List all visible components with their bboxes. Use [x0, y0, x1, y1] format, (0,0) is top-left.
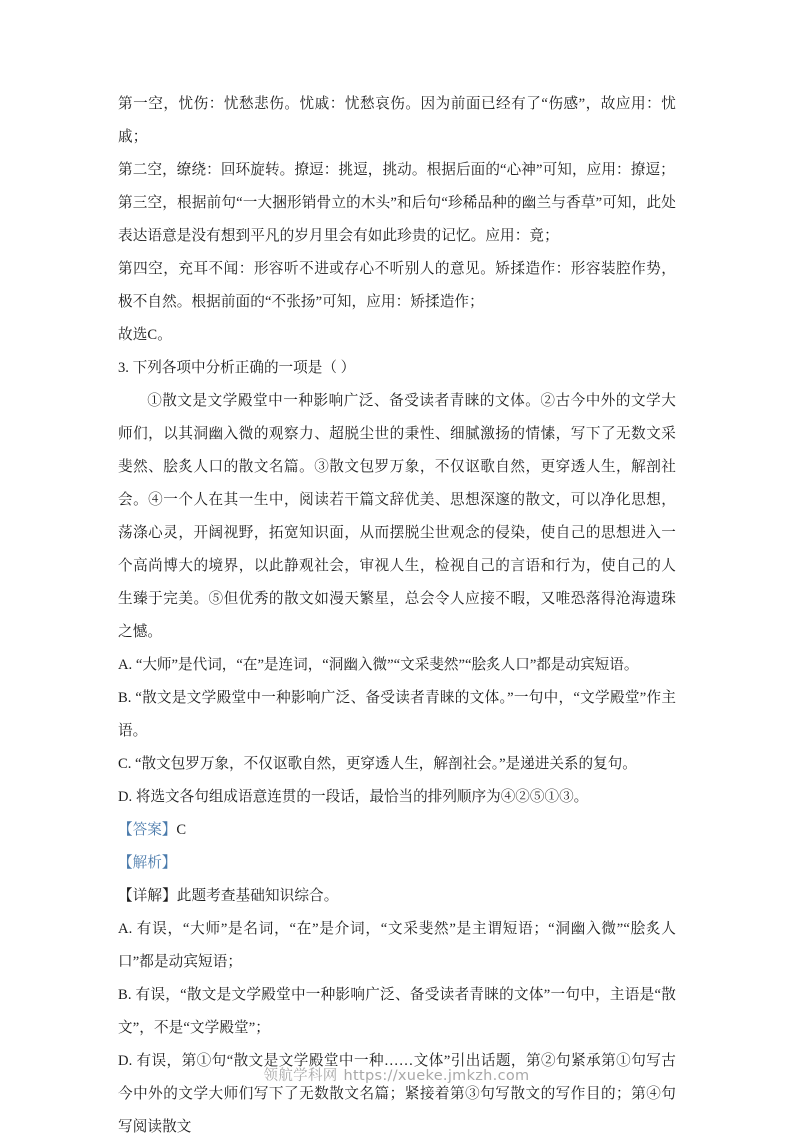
page-footer-watermark [0, 1064, 793, 1085]
option-b-label: B. [118, 690, 132, 706]
answer-row [118, 814, 676, 847]
question-stem: 下列各项中分析正确的一项是（ ） [132, 360, 356, 376]
option-c-text: “散文包罗万象，不仅讴歌自然，更穿透人生，解剖社会。”是递进关系的复句。 [135, 756, 637, 772]
analysis-conclusion: 故选C。 [118, 327, 172, 343]
option-a-label: A. [118, 657, 133, 673]
footer-url: https://xueke.jmkzh.com [343, 1068, 530, 1084]
analysis-blank-4: 第四空，充耳不闻：形容听不进或存心不听别人的意见。矫揉造作：形容装腔作势，极不自然。根据前面的“不张扬”可知，应用：矫揉造作； [118, 261, 676, 310]
analysis-detail-intro: 此题考查基础知识综合。 [176, 888, 339, 904]
option-a-text: “大师”是代词，“在”是连词，“洞幽入微”“文采斐然”“脍炙人口”都是动宾短语。 [135, 657, 639, 673]
option-d-text: 将选文各句组成语意连贯的一段话，最恰当的排列顺序为④②⑤①③。 [135, 789, 589, 805]
analysis-blank-3: 第三空，根据前句“一大捆形销骨立的木头”和后句“珍稀品种的幽兰与香草”可知，此处表达语意是没有想到平凡的岁月里会有如此珍贵的记忆。应用：竟； [118, 195, 676, 244]
analysis-row [118, 847, 676, 880]
analysis-detail-marker: 【详解】 [118, 888, 177, 904]
analysis-item-a: A. 有误，“大师”是名词，“在”是介词，“文采斐然”是主谓短语；“洞幽入微”“脍炙人口”都是动宾短语； [118, 921, 676, 970]
question-number: 3. [118, 360, 129, 376]
analysis-item-b: B. 有误，“散文是文学殿堂中一种影响广泛、备受读者青睐的文体”一句中，主语是“散文”，不是“文学殿堂”； [118, 987, 676, 1036]
analysis-marker: 【解析】 [118, 855, 177, 871]
analysis-item-d: D. 有误，第①句“散文是文学殿堂中一种……文体”引出话题，第②句紧承第①句写古今中外的文学大师们写下了无数散文名篇；紧接着第③句写散文的写作目的；第④句写阅读散文 [118, 1053, 676, 1135]
analysis-blank-1: 第一空，忧伤：忧愁悲伤。忧戚：忧愁哀伤。因为前面已经有了“伤感”，故应用：忧戚； [118, 96, 676, 145]
option-c-label: C. [118, 756, 132, 772]
answer-value: C [176, 822, 187, 838]
question-heading [118, 352, 676, 385]
option-a[interactable] [118, 649, 676, 682]
option-d[interactable] [118, 781, 676, 814]
question-passage: ①散文是文学殿堂中一种影响广泛、备受读者青睐的文体。②古今中外的文学大师们，以其洞幽入微的观察力、超脱尘世的秉性、细腻激扬的情愫，写下了无数文采斐然、脍炙人口的散文名篇。③散文包罗万象，不仅讴歌自然，更穿透人生，解剖社会。④一个人在其一生中，阅读若干篇文辞优美、思想深邃的散文，可以净化思想，荡涤心灵，开阔视野，拓宽知识面，从而摆脱尘世观念的侵染，使自己的思想进入一个高尚博大的境界，以此静观社会，审视人生，检视自己的言语和行为，使自己的人生臻于完美。⑤但优秀的散文如漫天繁星，总会令人应接不暇，又唯恐落得沧海遗珠之憾。 [118, 393, 676, 640]
page-content [118, 88, 676, 1144]
option-d-label: D. [118, 789, 133, 805]
answer-marker: 【答案】 [118, 822, 177, 838]
option-c[interactable] [118, 748, 676, 781]
analysis-blank-2: 第二空，缭绕：回环旋转。撩逗：挑逗，挑动。根据后面的“心神”可知，应用：撩逗； [118, 162, 675, 178]
option-b[interactable] [118, 682, 676, 748]
option-b-text: “散文是文学殿堂中一种影响广泛、备受读者青睐的文体。”一句中，“文学殿堂”作主语。 [118, 690, 676, 739]
footer-site-name: 领航学科网 [263, 1068, 338, 1084]
analysis-detail-intro-row [118, 880, 676, 913]
